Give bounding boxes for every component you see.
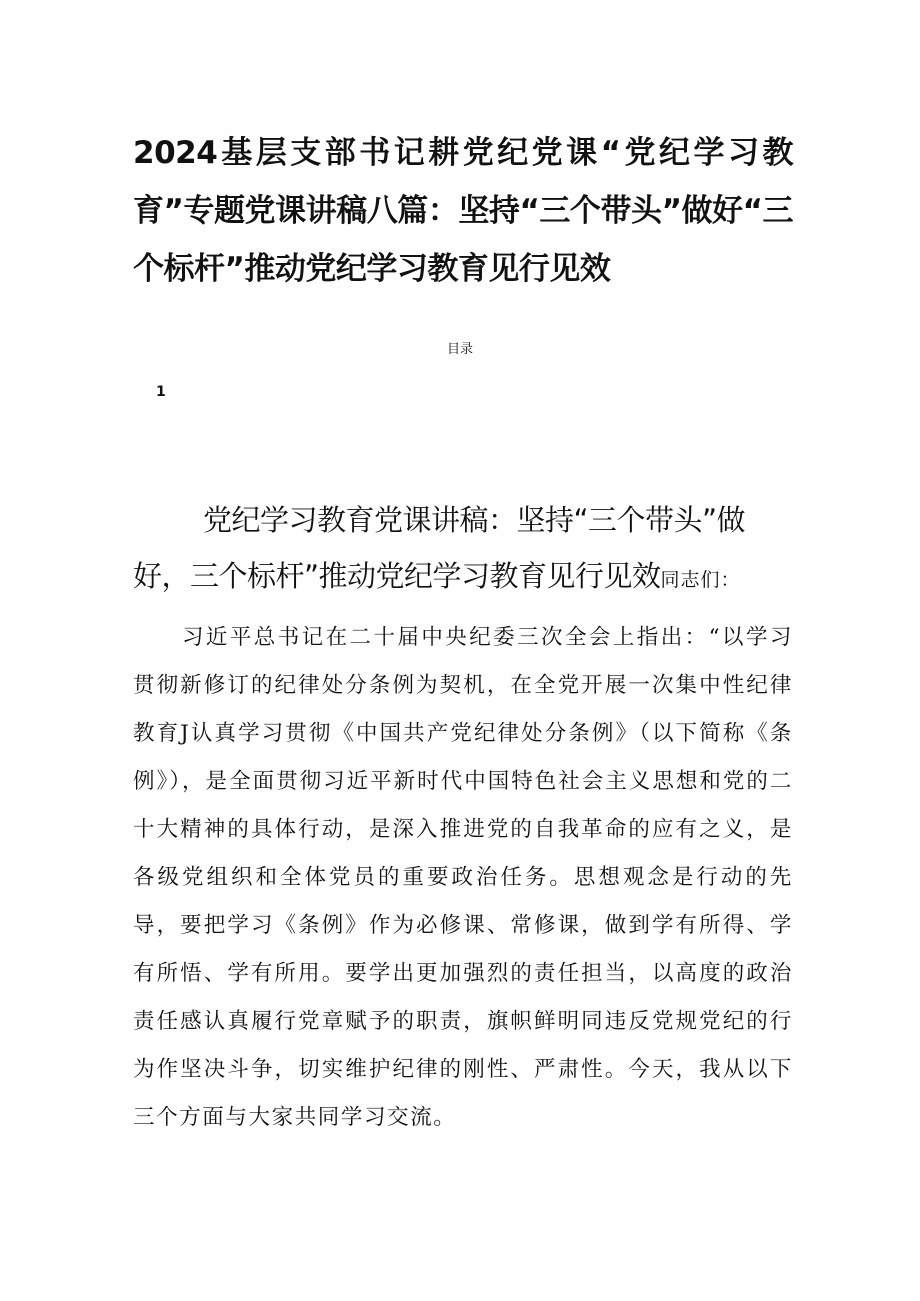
body-paragraph: 习近平总书记在二十届中央纪委三次全会上指出：“以学习贯彻新修订的纪律处分条例为契机，在全党开展一次集中性纪律教育J认真学习贯彻《中国共产党纪律处分条例》（以下简称《条例》），是全面贯彻习近平新时代中国特色社会主义思想和党的二十大精神的具体行动，是深入推进党的自我革命的应有之义，是各级党组织和全体党员的重要政治任务。思想观念是行动的先导，要把学习《条例》作为必修课、常修课，做到学有所得、学有所悟、学有所用。要学出更加强烈的责任担当，以高度的政治责任感认真履行党章赋予的职责，旗帜鲜明同违反党规党纪的行为作坚决斗争，切实维护纪律的刚性、严肃性。今天，我从以下三个方面与大家共同学习交流。 (133, 625, 793, 1130)
speech-section (133, 492, 793, 1142)
section-heading: 党纪学习教育党课讲稿：坚持“三个带头”做好，三个标杆”推动党纪学习教育见行见效 (133, 503, 746, 593)
toc-entry-number: 1 (156, 384, 166, 400)
salutation: 同志们： (660, 569, 741, 591)
document-title: 2024基层支部书记耕党纪党课“党纪学习教育”专题党课讲稿八篇：坚持“三个带头”做好“三个标杆”推动党纪学习教育见行见效 (133, 135, 793, 287)
toc-heading: 目录 (446, 342, 473, 357)
section-heading-line (133, 492, 793, 608)
